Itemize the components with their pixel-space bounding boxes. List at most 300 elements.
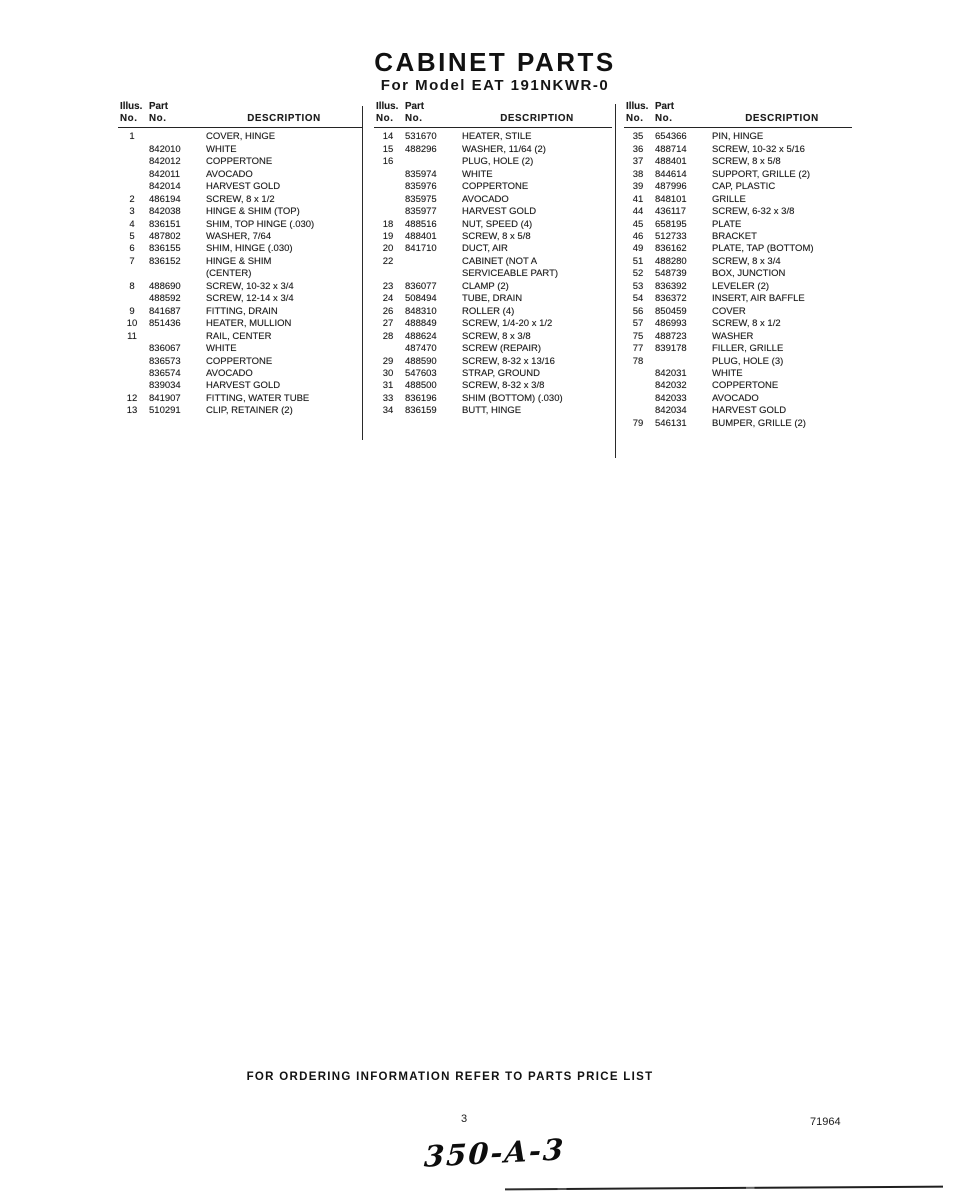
table-row bbox=[624, 343, 852, 355]
table-row bbox=[624, 281, 852, 293]
cell-description: SCREW, 8 x 3/8 bbox=[462, 330, 531, 342]
cell-part-no bbox=[655, 356, 709, 368]
table-row bbox=[374, 343, 612, 355]
cell-description: SCREW (REPAIR) bbox=[462, 343, 541, 355]
table-row bbox=[118, 306, 362, 318]
cell-illus-no: 8 bbox=[129, 280, 135, 292]
cell-description: BRACKET bbox=[712, 231, 757, 243]
cell-illus-no: 15 bbox=[382, 143, 394, 155]
cell-part-no: 835976 bbox=[405, 181, 437, 193]
cell-description: HARVEST GOLD bbox=[462, 206, 537, 218]
cell-part-no: 836573 bbox=[149, 355, 181, 367]
cell-description: NUT, SPEED (4) bbox=[462, 218, 533, 230]
table-row bbox=[118, 293, 362, 305]
cell-illus-no: 52 bbox=[632, 268, 644, 280]
cell-description: HEATER, MULLION bbox=[206, 318, 292, 330]
table-row bbox=[624, 393, 852, 405]
table-row bbox=[374, 281, 612, 293]
cell-part-no: 839178 bbox=[655, 343, 687, 355]
cell-description: SHIM (BOTTOM) (.030) bbox=[462, 392, 563, 404]
table-row bbox=[374, 243, 612, 255]
cell-description: SCREW, 8 x 5/8 bbox=[462, 231, 531, 243]
table-row bbox=[374, 331, 612, 343]
cell-description: PLATE, TAP (BOTTOM) bbox=[712, 243, 814, 255]
cell-description: CABINET (NOT A bbox=[462, 255, 538, 267]
cell-description: BUMPER, GRILLE (2) bbox=[712, 417, 806, 429]
cell-part-no bbox=[149, 268, 203, 280]
cell-description: FITTING, WATER TUBE bbox=[206, 392, 310, 404]
cell-illus-no bbox=[624, 393, 652, 405]
cell-illus-no: 23 bbox=[382, 280, 394, 292]
cell-part-no: 851436 bbox=[149, 318, 181, 330]
cell-part-no: 842010 bbox=[149, 143, 181, 155]
cell-description: FITTING, DRAIN bbox=[206, 305, 278, 317]
cell-illus-no: 54 bbox=[632, 293, 644, 305]
cell-description: BOX, JUNCTION bbox=[712, 268, 786, 280]
table-row bbox=[624, 418, 852, 430]
table-row bbox=[624, 194, 852, 206]
cell-part-no: 848101 bbox=[655, 193, 687, 205]
cell-illus-no bbox=[118, 368, 146, 380]
cell-illus-no: 30 bbox=[382, 368, 394, 380]
table-row bbox=[118, 231, 362, 243]
cell-part-no: 836151 bbox=[149, 218, 181, 230]
cell-description: COVER bbox=[712, 305, 746, 317]
cell-illus-no bbox=[118, 380, 146, 392]
table-row bbox=[624, 256, 852, 268]
table-row bbox=[624, 405, 852, 417]
cell-description: ROLLER (4) bbox=[462, 305, 515, 317]
cell-illus-no bbox=[118, 293, 146, 305]
table-row bbox=[624, 356, 852, 368]
cell-description: DUCT, AIR bbox=[462, 243, 508, 255]
header-no-label: No. bbox=[655, 113, 673, 125]
header-description-label: DESCRIPTION bbox=[500, 113, 574, 125]
table-row bbox=[624, 380, 852, 392]
parts-rows bbox=[374, 131, 612, 417]
cell-part-no bbox=[405, 156, 459, 168]
table-row bbox=[374, 231, 612, 243]
cell-description: WASHER, 11/64 (2) bbox=[462, 143, 546, 155]
cell-illus-no: 38 bbox=[632, 168, 644, 180]
cell-illus-no: 12 bbox=[126, 392, 138, 404]
cell-description: WASHER, 7/64 bbox=[206, 231, 272, 243]
cell-description: SCREW, 10-32 x 5/16 bbox=[712, 143, 805, 155]
cell-description: AVOCADO bbox=[462, 193, 509, 205]
cell-description: GRILLE bbox=[712, 193, 746, 205]
bottom-rule bbox=[505, 1186, 943, 1190]
cell-part-no: 658195 bbox=[655, 218, 687, 230]
header-part-label: Part bbox=[149, 101, 169, 112]
cell-illus-no bbox=[374, 206, 402, 218]
cell-description: WHITE bbox=[206, 343, 237, 355]
cell-description: AVOCADO bbox=[206, 368, 253, 380]
cell-part-no: 508494 bbox=[405, 293, 437, 305]
cell-illus-no bbox=[118, 356, 146, 368]
cell-description: STRAP, GROUND bbox=[462, 368, 540, 380]
table-row bbox=[624, 144, 852, 156]
cell-description: PIN, HINGE bbox=[712, 131, 764, 143]
table-row bbox=[118, 368, 362, 380]
cell-part-no: 841687 bbox=[149, 305, 181, 317]
cell-description: (CENTER) bbox=[206, 268, 252, 280]
cell-part-no: 842031 bbox=[655, 368, 687, 380]
cell-illus-no: 57 bbox=[632, 318, 644, 330]
cell-description: HEATER, STILE bbox=[462, 131, 532, 143]
cell-part-no: 836155 bbox=[149, 243, 181, 255]
cell-illus-no bbox=[624, 368, 652, 380]
cell-illus-no bbox=[118, 181, 146, 193]
header-description-label: DESCRIPTION bbox=[247, 113, 321, 125]
column-header bbox=[374, 101, 612, 128]
cell-part-no: 836392 bbox=[655, 280, 687, 292]
cell-description: SHIM, TOP HINGE (.030) bbox=[206, 218, 315, 230]
cell-part-no: 436117 bbox=[655, 206, 686, 218]
table-row bbox=[624, 268, 852, 280]
cell-description: COPPERTONE bbox=[206, 156, 273, 168]
header-part-label: Part bbox=[405, 101, 425, 112]
cell-description: LEVELER (2) bbox=[712, 280, 770, 292]
cell-illus-no: 28 bbox=[382, 330, 394, 342]
cell-part-no: 842033 bbox=[655, 392, 687, 404]
table-row bbox=[118, 169, 362, 181]
cell-illus-no: 41 bbox=[632, 193, 644, 205]
cell-description: SCREW, 10-32 x 3/4 bbox=[206, 280, 294, 292]
cell-illus-no: 51 bbox=[632, 255, 644, 267]
header-description-label: DESCRIPTION bbox=[745, 113, 819, 125]
parts-column-1 bbox=[118, 101, 362, 418]
table-row bbox=[624, 293, 852, 305]
page-number: 3 bbox=[461, 1113, 468, 1125]
handwritten-code: 350-A-3 bbox=[423, 1132, 567, 1174]
table-row bbox=[374, 206, 612, 218]
cell-part-no: 835977 bbox=[405, 206, 437, 218]
cell-part-no: 848310 bbox=[405, 305, 437, 317]
cell-illus-no: 3 bbox=[129, 206, 135, 218]
cell-description: WHITE bbox=[206, 143, 237, 155]
table-row bbox=[118, 405, 362, 417]
cell-illus-no bbox=[374, 181, 402, 193]
cell-part-no: 841710 bbox=[405, 243, 437, 255]
cell-illus-no bbox=[118, 156, 146, 168]
cell-illus-no: 5 bbox=[129, 231, 135, 243]
cell-part-no: 488296 bbox=[405, 143, 437, 155]
cell-description: PLUG, HOLE (3) bbox=[712, 355, 784, 367]
header-illus-label: Illus. bbox=[626, 101, 649, 112]
cell-part-no: 488401 bbox=[655, 156, 687, 168]
cell-illus-no bbox=[118, 169, 146, 181]
cell-description: TUBE, DRAIN bbox=[462, 293, 523, 305]
cell-part-no: 487470 bbox=[405, 343, 437, 355]
cell-illus-no: 46 bbox=[632, 231, 644, 243]
cell-part-no: 842038 bbox=[149, 206, 181, 218]
cell-illus-no bbox=[374, 268, 402, 280]
header-no-label: No. bbox=[376, 113, 394, 125]
cell-illus-no bbox=[374, 343, 402, 355]
table-row bbox=[624, 219, 852, 231]
page-title: CABINET PARTS bbox=[374, 47, 616, 77]
table-row bbox=[374, 393, 612, 405]
cell-part-no: 835974 bbox=[405, 168, 437, 180]
cell-part-no: 488849 bbox=[405, 318, 437, 330]
header-no-label: No. bbox=[149, 113, 167, 125]
cell-illus-no: 31 bbox=[382, 380, 394, 392]
cell-description: PLATE bbox=[712, 218, 742, 230]
cell-illus-no: 56 bbox=[632, 305, 644, 317]
cell-illus-no bbox=[118, 144, 146, 156]
cell-illus-no: 27 bbox=[382, 318, 394, 330]
table-row bbox=[624, 331, 852, 343]
cell-description: HARVEST GOLD bbox=[712, 405, 787, 417]
cell-illus-no: 7 bbox=[129, 255, 135, 267]
cell-description: BUTT, HINGE bbox=[462, 405, 522, 417]
cell-description: COPPERTONE bbox=[462, 181, 529, 193]
cell-description: COPPERTONE bbox=[712, 380, 779, 392]
table-row bbox=[624, 206, 852, 218]
table-row bbox=[374, 144, 612, 156]
model-subtitle: For Model EAT 191NKWR-0 bbox=[380, 77, 610, 94]
table-row bbox=[624, 306, 852, 318]
cell-illus-no: 11 bbox=[127, 330, 137, 342]
table-row bbox=[374, 380, 612, 392]
table-row bbox=[374, 268, 612, 280]
cell-illus-no bbox=[118, 268, 146, 280]
cell-part-no: 842011 bbox=[149, 168, 180, 180]
table-row bbox=[118, 256, 362, 268]
cell-description: INSERT, AIR BAFFLE bbox=[712, 293, 805, 305]
table-row bbox=[374, 194, 612, 206]
cell-illus-no: 29 bbox=[382, 355, 394, 367]
cell-description: SERVICEABLE PART) bbox=[462, 268, 559, 280]
cell-description: HINGE & SHIM bbox=[206, 255, 272, 267]
cell-description: SCREW, 1/4-20 x 1/2 bbox=[462, 318, 553, 330]
table-row bbox=[624, 318, 852, 330]
cell-illus-no: 4 bbox=[129, 218, 135, 230]
cell-part-no: 488723 bbox=[655, 330, 687, 342]
column-divider bbox=[362, 106, 363, 440]
cell-part-no: 487996 bbox=[655, 181, 687, 193]
table-row bbox=[374, 169, 612, 181]
cell-illus-no: 35 bbox=[632, 131, 644, 143]
cell-illus-no: 10 bbox=[126, 318, 138, 330]
cell-part-no: 486993 bbox=[655, 318, 687, 330]
cell-part-no: 841907 bbox=[149, 392, 181, 404]
cell-description: HINGE & SHIM (TOP) bbox=[206, 206, 300, 218]
cell-illus-no: 24 bbox=[382, 293, 394, 305]
parts-column-3 bbox=[624, 101, 852, 430]
cell-part-no: 486194 bbox=[149, 193, 181, 205]
table-row bbox=[374, 293, 612, 305]
cell-part-no: 842012 bbox=[149, 156, 181, 168]
cell-description: WHITE bbox=[712, 368, 743, 380]
cell-description: SHIM, HINGE (.030) bbox=[206, 243, 293, 255]
cell-illus-no: 78 bbox=[632, 355, 644, 367]
cell-description: HARVEST GOLD bbox=[206, 181, 281, 193]
cell-description: SUPPORT, GRILLE (2) bbox=[712, 168, 811, 180]
cell-part-no: 836152 bbox=[149, 255, 181, 267]
cell-part-no: 836077 bbox=[405, 280, 437, 292]
cell-illus-no: 75 bbox=[632, 330, 644, 342]
cell-part-no: 835975 bbox=[405, 193, 437, 205]
cell-description: PLUG, HOLE (2) bbox=[462, 156, 534, 168]
cell-illus-no: 16 bbox=[382, 156, 394, 168]
cell-illus-no: 26 bbox=[382, 305, 394, 317]
table-row bbox=[374, 306, 612, 318]
ordering-note: FOR ORDERING INFORMATION REFER TO PARTS PRICE LIST bbox=[246, 1071, 654, 1083]
header-no-label: No. bbox=[405, 113, 423, 125]
cell-illus-no: 45 bbox=[632, 218, 644, 230]
table-row bbox=[624, 368, 852, 380]
column-header bbox=[624, 101, 852, 128]
table-row bbox=[118, 380, 362, 392]
cell-part-no: 512733 bbox=[655, 231, 687, 243]
cell-description: SCREW, 8 x 1/2 bbox=[712, 318, 781, 330]
cell-description: SCREW, 8-32 x 13/16 bbox=[462, 355, 555, 367]
cell-illus-no: 33 bbox=[382, 392, 394, 404]
cell-part-no: 842014 bbox=[149, 181, 181, 193]
cell-part-no: 510291 bbox=[149, 405, 181, 417]
cell-part-no: 488516 bbox=[405, 218, 437, 230]
column-divider bbox=[615, 104, 616, 458]
cell-illus-no: 53 bbox=[632, 280, 644, 292]
header-illus-label: Illus. bbox=[376, 101, 399, 112]
cell-illus-no: 37 bbox=[632, 156, 644, 168]
cell-part-no: 487802 bbox=[149, 231, 181, 243]
cell-illus-no: 20 bbox=[382, 243, 394, 255]
cell-part-no: 654366 bbox=[655, 131, 687, 143]
table-row bbox=[374, 219, 612, 231]
cell-illus-no: 44 bbox=[632, 206, 644, 218]
table-row bbox=[118, 181, 362, 193]
cell-illus-no: 14 bbox=[382, 131, 394, 143]
cell-illus-no bbox=[624, 380, 652, 392]
table-row bbox=[118, 219, 362, 231]
cell-illus-no bbox=[624, 405, 652, 417]
cell-illus-no: 34 bbox=[382, 405, 394, 417]
cell-description: WASHER bbox=[712, 330, 754, 342]
cell-part-no: 488500 bbox=[405, 380, 437, 392]
cell-part-no: 488714 bbox=[655, 143, 687, 155]
cell-illus-no: 22 bbox=[382, 255, 394, 267]
parts-rows bbox=[118, 131, 362, 417]
cell-part-no: 836067 bbox=[149, 343, 181, 355]
cell-part-no: 836372 bbox=[655, 293, 687, 305]
table-row bbox=[118, 268, 362, 280]
cell-illus-no: 79 bbox=[632, 417, 644, 429]
table-row bbox=[118, 356, 362, 368]
header-part-label: Part bbox=[655, 101, 675, 112]
cell-part-no bbox=[149, 331, 203, 343]
cell-part-no: 488690 bbox=[149, 280, 181, 292]
cell-description: HARVEST GOLD bbox=[206, 380, 281, 392]
cell-part-no: 836162 bbox=[655, 243, 687, 255]
cell-description: CLIP, RETAINER (2) bbox=[206, 405, 293, 417]
cell-part-no bbox=[405, 268, 459, 280]
cell-illus-no: 13 bbox=[126, 405, 138, 417]
table-row bbox=[374, 131, 612, 143]
table-row bbox=[624, 131, 852, 143]
table-row bbox=[118, 206, 362, 218]
cell-illus-no bbox=[374, 194, 402, 206]
parts-column-2 bbox=[374, 101, 612, 418]
table-row bbox=[118, 331, 362, 343]
table-row bbox=[118, 156, 362, 168]
cell-description: AVOCADO bbox=[712, 392, 759, 404]
cell-part-no: 488590 bbox=[405, 355, 437, 367]
table-row bbox=[118, 243, 362, 255]
cell-illus-no: 1 bbox=[129, 131, 135, 143]
cell-part-no: 488592 bbox=[149, 293, 181, 305]
parts-rows bbox=[624, 131, 852, 430]
cell-part-no: 488401 bbox=[405, 231, 437, 243]
cell-part-no: 488624 bbox=[405, 330, 437, 342]
cell-part-no: 836196 bbox=[405, 392, 437, 404]
cell-description: CAP, PLASTIC bbox=[712, 181, 776, 193]
table-row bbox=[374, 368, 612, 380]
table-row bbox=[118, 194, 362, 206]
cell-illus-no: 18 bbox=[382, 218, 394, 230]
cell-illus-no bbox=[374, 169, 402, 181]
doc-number: 71964 bbox=[810, 1116, 841, 1128]
cell-description: SCREW, 8-32 x 3/8 bbox=[462, 380, 545, 392]
cell-illus-no: 9 bbox=[129, 305, 135, 317]
cell-illus-no bbox=[118, 343, 146, 355]
cell-description: SCREW, 6-32 x 3/8 bbox=[712, 206, 795, 218]
cell-illus-no: 19 bbox=[382, 231, 394, 243]
cell-description: CLAMP (2) bbox=[462, 280, 509, 292]
cell-description: RAIL, CENTER bbox=[206, 330, 272, 342]
table-row bbox=[118, 343, 362, 355]
table-row bbox=[624, 156, 852, 168]
header-no-label: No. bbox=[626, 113, 644, 125]
table-row bbox=[118, 144, 362, 156]
cell-part-no: 844614 bbox=[655, 168, 687, 180]
header-illus-label: Illus. bbox=[120, 101, 143, 112]
table-row bbox=[374, 318, 612, 330]
cell-description: SCREW, 8 x 1/2 bbox=[206, 193, 275, 205]
cell-description: SCREW, 8 x 3/4 bbox=[712, 255, 781, 267]
table-row bbox=[374, 356, 612, 368]
table-row bbox=[374, 181, 612, 193]
cell-description: SCREW, 8 x 5/8 bbox=[712, 156, 781, 168]
cell-illus-no: 39 bbox=[632, 181, 644, 193]
cell-description: COPPERTONE bbox=[206, 355, 273, 367]
cell-part-no: 836574 bbox=[149, 368, 181, 380]
table-row bbox=[374, 405, 612, 417]
cell-description: FILLER, GRILLE bbox=[712, 343, 784, 355]
cell-illus-no: 36 bbox=[632, 143, 644, 155]
table-row bbox=[118, 318, 362, 330]
header-no-label: No. bbox=[120, 113, 138, 125]
table-row bbox=[624, 169, 852, 181]
table-row bbox=[624, 243, 852, 255]
table-row bbox=[624, 231, 852, 243]
cell-illus-no: 49 bbox=[632, 243, 644, 255]
cell-description: WHITE bbox=[462, 168, 493, 180]
table-row bbox=[118, 131, 362, 143]
cell-part-no: 842032 bbox=[655, 380, 687, 392]
cell-illus-no: 6 bbox=[129, 243, 135, 255]
column-header bbox=[118, 101, 362, 128]
table-row bbox=[374, 256, 612, 268]
cell-part-no: 839034 bbox=[149, 380, 181, 392]
cell-description: COVER, HINGE bbox=[206, 131, 276, 143]
table-row bbox=[624, 181, 852, 193]
table-row bbox=[118, 281, 362, 293]
cell-description: SCREW, 12-14 x 3/4 bbox=[206, 293, 294, 305]
cell-part-no: 531670 bbox=[405, 131, 437, 143]
cell-part-no: 836159 bbox=[405, 405, 437, 417]
